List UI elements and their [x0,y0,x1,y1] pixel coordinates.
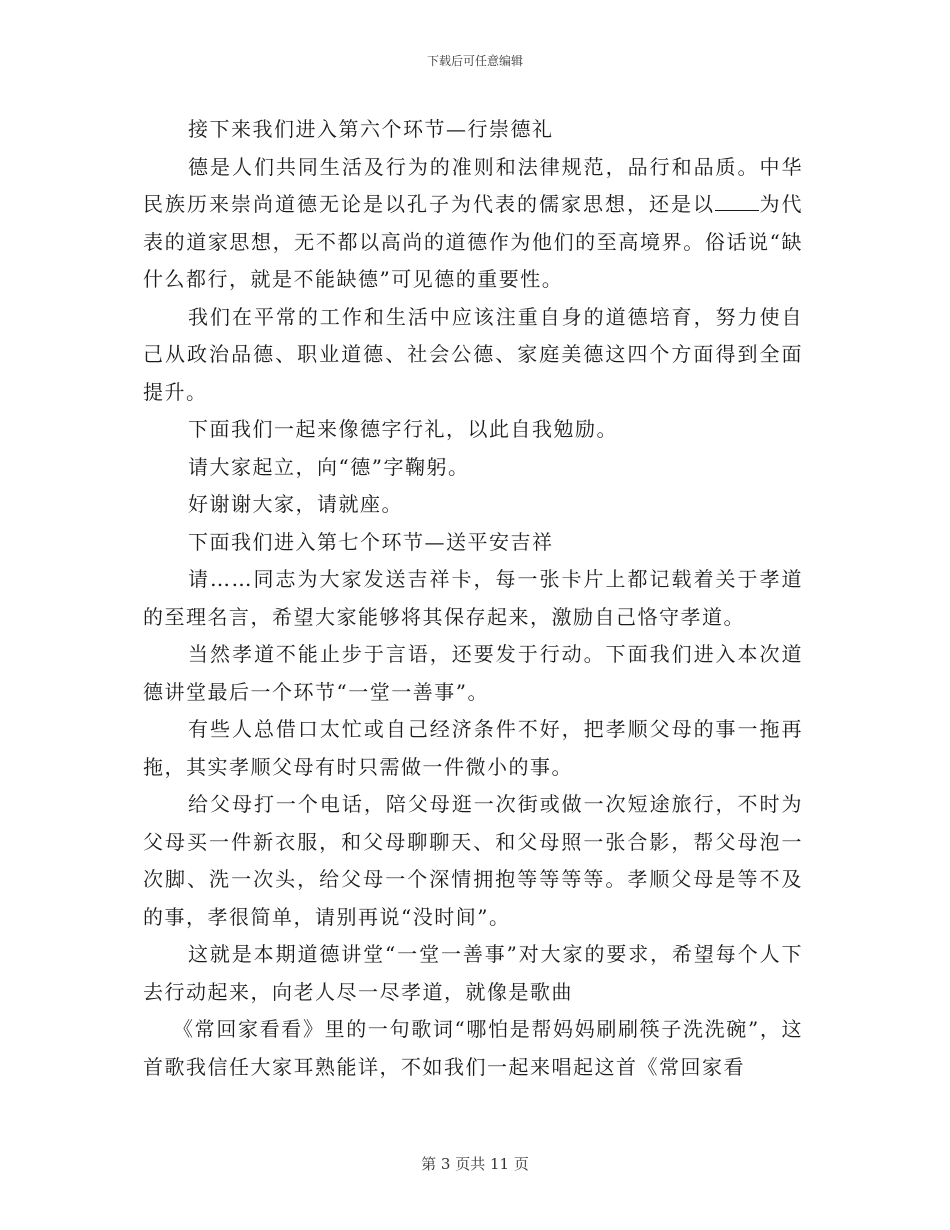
paragraph: 给父母打一个电话，陪父母逛一次街或做一次短途旅行，不时为父母买一件新衣服，和父母聊聊天、和父母照一张合影，帮父母泡一次脚、洗一次头，给父母一个深情拥抱等等等等。孝顺父母是等不及的事，孝很简单，请别再说“没时间”。 [143,792,803,929]
paragraph: 我们在平常的工作和生活中应该注重自身的道德培育，努力使自己从政治品德、职业道德、社会公德、家庭美德这四个方面得到全面提升。 [143,304,803,404]
document-body [143,111,803,1086]
paragraph: 有些人总借口太忙或自己经济条件不好，把孝顺父母的事一拖再拖，其实孝顺父母有时只需做一件微小的事。 [143,717,803,779]
page-footer: 第 3 页共 11 页 [421,1155,529,1173]
paragraph: 《常回家看看》里的一句歌词“哪怕是帮妈妈刷刷筷子洗洗碗”，这首歌我信任大家耳熟能详，不如我们一起来唱起这首《常回家看 [143,1017,803,1079]
paragraph: 这就是本期道德讲堂“一堂一善事”对大家的要求，希望每个人下去行动起来，向老人尽一尽孝道，就像是歌曲 [143,942,803,1004]
paragraph [143,149,803,299]
paragraph: 下面我们一起来像德字行礼，以此自我勉励。 [188,417,618,441]
paragraph-text: 德是人们共同生活及行为的准则和法律规范，品行和品质。中华民族历来崇尚道德无论是以孔子为代表的儒家思想，还是以 [143,154,803,216]
paragraph: 好谢谢大家，请就座。 [188,492,403,516]
fill-in-blank [715,192,759,211]
paragraph: 当然孝道不能止步于言语，还要发于行动。下面我们进入本次道德讲堂最后一个环节“一堂一善事”。 [143,642,803,704]
page-header: 下载后可任意编辑 [426,54,523,68]
paragraph: 请……同志为大家发送吉祥卡，每一张卡片上都记载着关于孝道的至理名言，希望大家能够将其保存起来，激励自己恪守孝道。 [143,567,803,629]
paragraph-text: 为代表的道家思想，无不都以高尚的道德作为他们的至高境界。俗话说“缺什么都行，就是不能缺德”可见德的重要性。 [143,192,803,291]
paragraph: 下面我们进入第七个环节—送平安吉祥 [188,529,554,554]
paragraph: 接下来我们进入第六个环节—行崇德礼 [188,117,554,141]
paragraph: 请大家起立，向“德”字鞠躬。 [188,454,470,479]
